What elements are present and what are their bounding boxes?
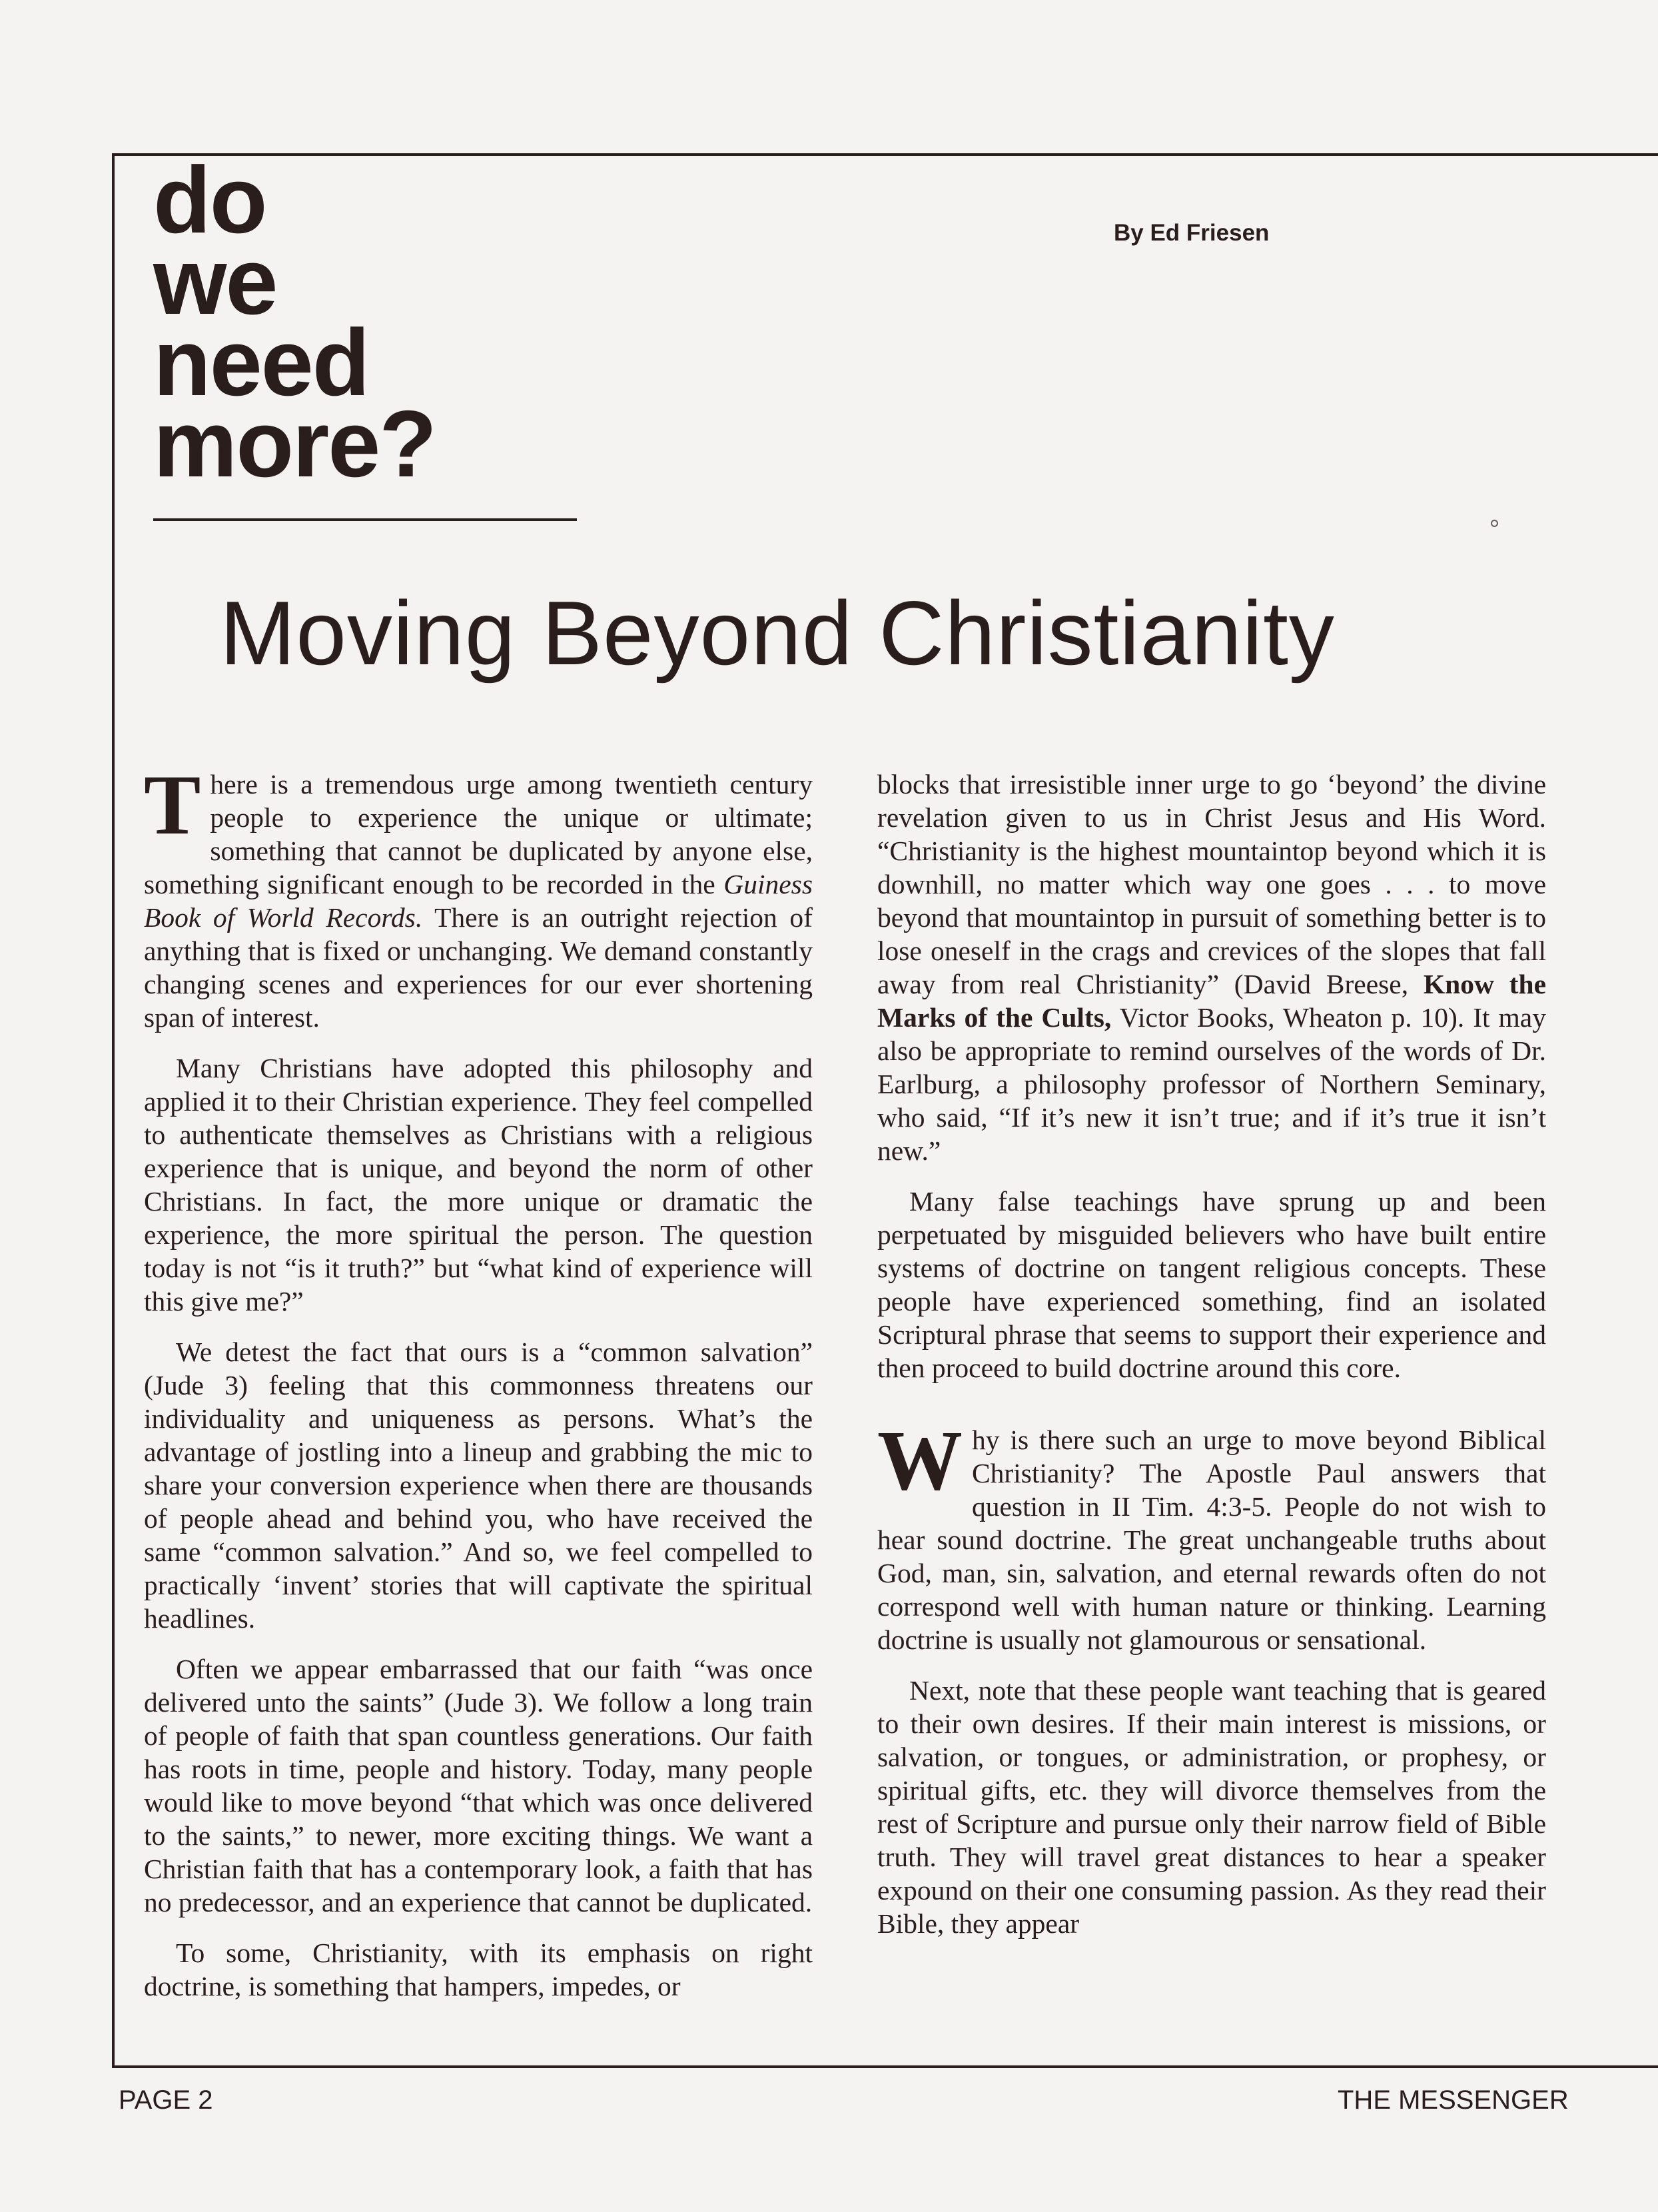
paragraph: Many false teachings have sprung up and been perpetuated by misguided believers who have built entire systems of doctrine on tangent religious concepts. These people have experienced something, find an isolated Scriptural phrase that seems to support their experience and then proceed to build doctrine around this core.: [877, 1186, 1546, 1383]
byline: By Ed Friesen: [1114, 220, 1270, 246]
kicker-line-1: do: [153, 147, 266, 253]
paragraph: Often we appear embarrassed that our faith “was once delivered unto the saints” (Jude 3). We follow a long train of people of faith that span countless generations. Our faith has roots in time, people and history. Today, many people would like to move beyond “that which was once delivered to the saints,” to newer, more exciting things. We want a Christian faith that has a contemporary look, a faith that has no predecessor, and an experience that cannot be duplicated.: [144, 1654, 813, 1918]
paragraph-text: hy is there such an urge to move beyond Biblical Christianity? The Apostle Paul answers that question in II Tim. 4:3-5. People do not wish to hear sound doctrine. The great unchangeable truths about God, man, sin, salvation, and eternal rewards often do not correspond well with human nature or thinking. Learning doctrine is usually not glamourous or sensational.: [877, 1424, 1546, 1655]
paragraph-text: blocks that irresistible inner urge to go ‘beyond’ the divine revelation given to us in Christ Jesus and His Word. “Christianity is the highest mountaintop beyond which it is downhill, no matter which way one goes . . . to move beyond that mountaintop in pursuit of something better is to lose oneself in the crags and crevices of the slopes that fall away from real Christianity” (David Breese,: [877, 769, 1546, 999]
speck-mark: [1491, 520, 1498, 527]
paragraph: To some, Christianity, with its emphasis on right doctrine, is something that hampers, impedes, or: [144, 1937, 813, 2001]
kicker-underline: [153, 518, 577, 521]
paragraph: [877, 1413, 1546, 1656]
publication-name: THE MESSENGER: [1338, 2085, 1569, 2115]
drop-cap: T: [144, 768, 201, 852]
kicker-line-4: more?: [153, 391, 436, 497]
headline: Moving Beyond Christianity: [220, 582, 1335, 684]
drop-cap: W: [877, 1413, 963, 1508]
left-column: [144, 768, 813, 2053]
kicker-line-3: need: [153, 310, 369, 416]
book-title: Know the Marks of the Cults,: [877, 969, 1546, 1033]
paragraph-text: here is a tremendous urge among twentieth century people to experience the unique or ultimate; something that cannot be duplicated by anyone else, something significant enough to be recorded in the: [144, 769, 813, 899]
paragraph-text: Victor Books, Wheaton p. 10). It may also be appropriate to remind ourselves of the words of Dr. Earlburg, a philosophy professor of Northern Seminary, who said, “If it’s new it isn’t true; and if it’s true it isn’t new.”: [877, 1002, 1546, 1166]
paragraph: [144, 768, 813, 1034]
paragraph: Many Christians have adopted this philosophy and applied it to their Christian experience. They feel compelled to authenticate themselves as Christians with a religious experience that is unique, and beyond the norm of other Christians. In fact, the more unique or dramatic the experience, the more spiritual the person. The question today is not “is it truth?” but “what kind of experience will this give me?”: [144, 1053, 813, 1317]
paragraph: Next, note that these people want teaching that is geared to their own desires. If their main interest is missions, or salvation, or tongues, or administration, or prophesy, or spiritual gifts, etc. they will divorce themselves from the rest of Scripture and pursue only their narrow field of Bible truth. They will travel great distances to hear a speaker expound on their one consuming passion. As they read their Bible, they appear: [877, 1675, 1546, 1939]
page-number: PAGE 2: [119, 2085, 213, 2115]
paragraph: [877, 768, 1546, 1167]
paragraph: We detest the fact that ours is a “common salvation” (Jude 3) feeling that this commonness threatens our individuality and uniqueness as persons. What’s the advantage of jostling into a lineup and grabbing the mic to share your conversion experience when there are thousands of people ahead and behind you, who have received the same “common salvation.” And so, we feel compelled to practically ‘invent’ stories that will captivate the spiritual headlines.: [144, 1337, 813, 1634]
book-title: Guiness Book of World Records.: [144, 869, 813, 933]
paragraph-text: There is an outright rejection of anything that is fixed or unchanging. We demand constantly changing scenes and experiences for our ever shortening span of interest.: [144, 902, 813, 1033]
right-column: [877, 768, 1546, 2053]
kicker-line-2: we: [153, 229, 277, 334]
kicker-title: [153, 147, 436, 497]
